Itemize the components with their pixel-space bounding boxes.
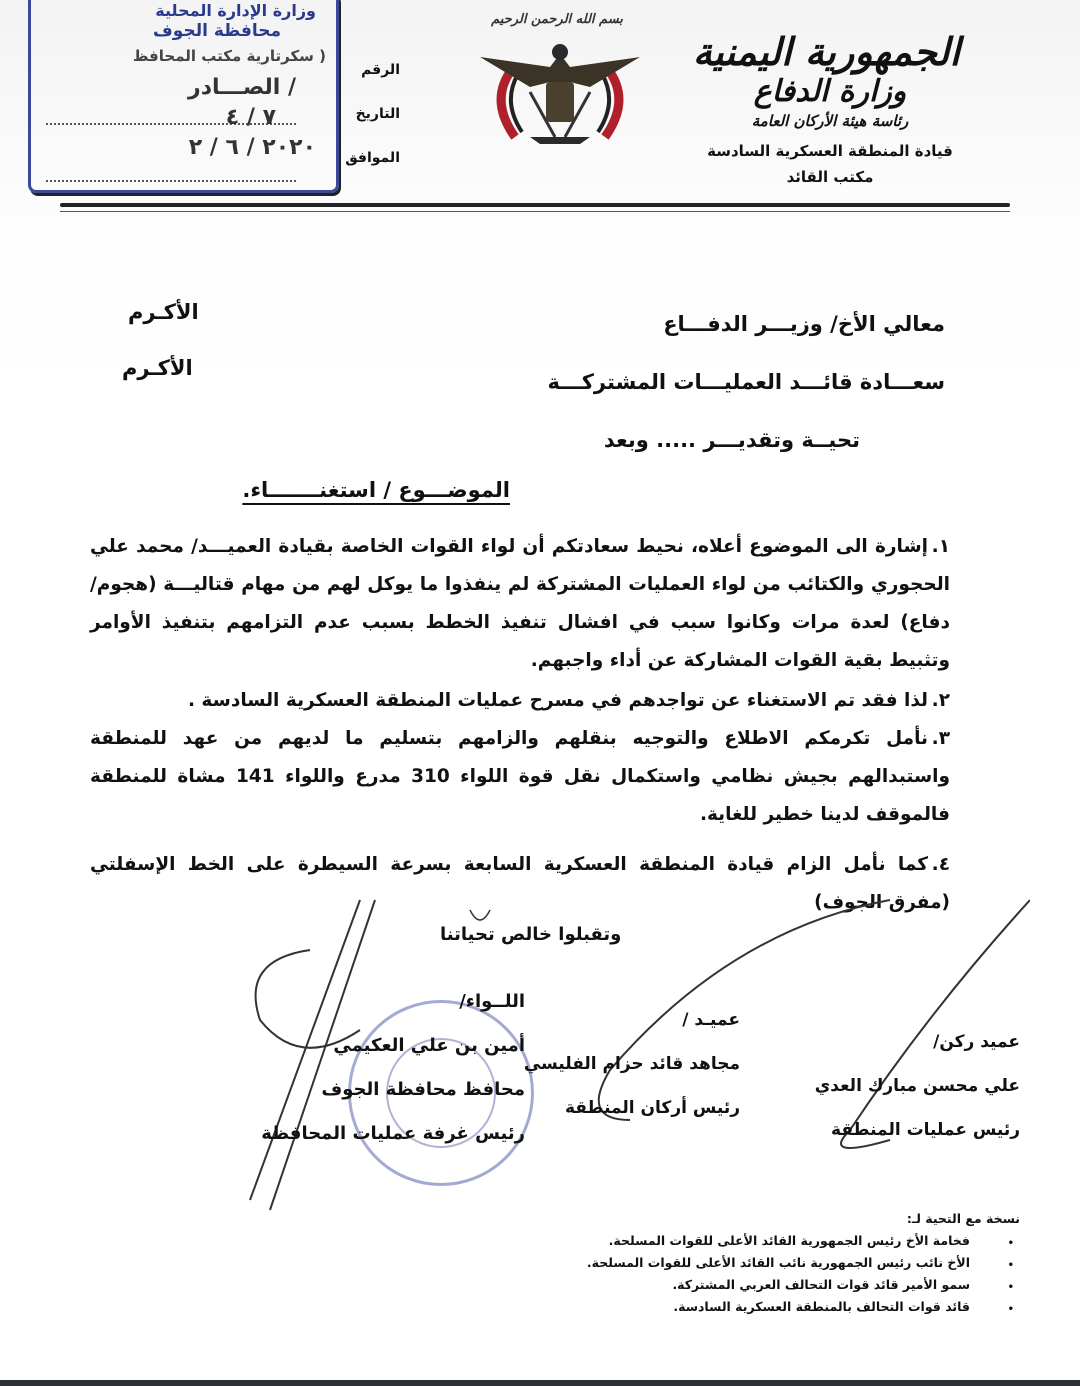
signature-title: محافظ محافظة الجوف (321, 1079, 525, 1100)
basmala: بسم الله الرحمن الرحيم (491, 12, 623, 27)
paragraph-number: ٢. (931, 690, 950, 711)
cc-list (587, 1208, 1020, 1318)
stamp-date-value: ٢٠٢٠ / ٦ / ٢ (188, 135, 316, 160)
stamp-outgoing: / الصـــادر (188, 75, 296, 100)
letterhead-staff: رئاسة هيئة الأركان العامة (751, 112, 909, 130)
addressee-joint-ops-honorific: الأكـرم (122, 356, 193, 380)
letterhead-command: قيادة المنطقة العسكرية السادسة (707, 142, 953, 160)
paragraph-text: لذا فقد تم الاستغناء عن تواجدهم في مسرح عمليات المنطقة العسكرية السادسة . (187, 690, 928, 711)
paragraph-text: كما نأمل الزام قيادة المنطقة العسكرية السابعة بسرعة السيطرة على الخط الإسفلتي (مفرق الجوف) (90, 854, 950, 913)
cc-item: قائد قوات التحالف بالمنطقة العسكرية السادسة. • (587, 1296, 1020, 1318)
letterhead-ministry: وزارة الدفاع (753, 74, 907, 109)
cc-item: سمو الأمير قائد قوات التحالف العربي المشتركة. • (587, 1274, 1020, 1296)
subject-line: الموضـــوع / استغنـــــــاء. (242, 478, 510, 502)
addressee-minister-honorific: الأكـرم (128, 300, 199, 324)
cc-heading: نسخة مع التحية لـ: (906, 1211, 1020, 1226)
paragraph-number: ١. (931, 536, 950, 557)
stamp-ministry: وزارة الإدارة المحلية (155, 1, 316, 20)
bottom-edge-bar (0, 1380, 1080, 1386)
signature-governor (261, 980, 525, 1156)
paragraph-text: إشارة الى الموضوع أعلاه، نحيط سعادتكم أن لواء القوات الخاصة بقيادة العميـــد/ محمد علي الحجوري والكتائب من لواء العمليات المشتركة لم ينفذوا ما يوكل لهم من مهام قتاليـــة (هجوم/دفاع) لعدة مرات وكانوا سبب في افشال تنفيذ الخطط بسبب عدم التزامهم بتنفيذ الأوامر وتثبيط بقية القوات المشاركة عن أداء واجبهم. (90, 536, 950, 671)
signature-rank: عميد ركن/ (933, 1032, 1020, 1052)
cc-item: الأخ نائب رئيس الجمهورية نائب القائد الأعلى للقوات المسلحة. • (587, 1252, 1020, 1274)
signature-title: رئيس أركان المنطقة (564, 1098, 740, 1118)
stamp-number-value: ٧ / ٤ (225, 105, 276, 130)
letterhead-office: مكتب القائد (786, 168, 874, 186)
signature-name: أمين بن علي العكيمي (333, 1035, 525, 1056)
body-paragraph-2 (90, 682, 950, 720)
signature-title-secondary: رئيس غرفة عمليات المحافظة (261, 1123, 525, 1144)
label-corresponding: الموافق (345, 150, 400, 166)
stamp-dotted-line (46, 180, 296, 182)
closing-line: وتقبلوا خالص تحياتنا (440, 924, 622, 945)
body-paragraph-1 (90, 528, 950, 680)
letterhead-country: الجمهورية اليمنية (692, 29, 960, 74)
signature-rank: اللــواء/ (459, 991, 525, 1012)
stamp-governorate: محافظة الجوف (153, 21, 281, 41)
signature-rank: عميـد / (682, 1010, 740, 1030)
signature-ops-chief (815, 1020, 1020, 1152)
letterhead (692, 29, 960, 190)
label-number: الرقم (361, 62, 400, 78)
addressee-minister: معالي الأخ/ وزيـــر الدفـــاع (663, 312, 945, 336)
header-labels (338, 48, 400, 180)
addressee-joint-ops: سعـــادة قائـــد العمليـــات المشتركـــة (547, 370, 945, 394)
body-paragraph-3 (90, 720, 950, 834)
signature-title: رئيس عمليات المنطقة (831, 1120, 1020, 1140)
paragraph-text: نأمل تكرمكم الاطلاع والتوجيه بنقلهم والزامهم بتسليم ما لديهم من عهد للمنطقة واستبدالهم بجيش نظامي واستكمال نقل قوة اللواء 310 مدرع واللواء 141 مشاة للمنطقة فالموقف لدينا خطير للغاية. (90, 728, 950, 825)
label-date: التاريخ (355, 106, 400, 122)
body-paragraph-4 (90, 846, 950, 922)
greeting: تحيــة وتقديـــر ..... وبعد (603, 428, 860, 452)
incoming-stamp (28, 0, 339, 193)
signature-name: علي محسن مبارك العدي (814, 1076, 1020, 1096)
paragraph-number: ٤. (931, 854, 950, 875)
cc-item: فخامة الأخ رئيس الجمهورية القائد الأعلى للقوات المسلحة. • (587, 1230, 1020, 1252)
header-divider-thin (60, 211, 1010, 212)
paragraph-number: ٣. (931, 728, 950, 749)
signature-name: مجاهد قائد حزام الفليسي (523, 1054, 740, 1074)
signature-chief-of-staff (524, 998, 740, 1130)
header-divider (60, 203, 1010, 207)
yemen-eagle-emblem-icon (470, 12, 650, 152)
stamp-office: ( سكرتارية مكتب المحافظ (132, 47, 326, 65)
